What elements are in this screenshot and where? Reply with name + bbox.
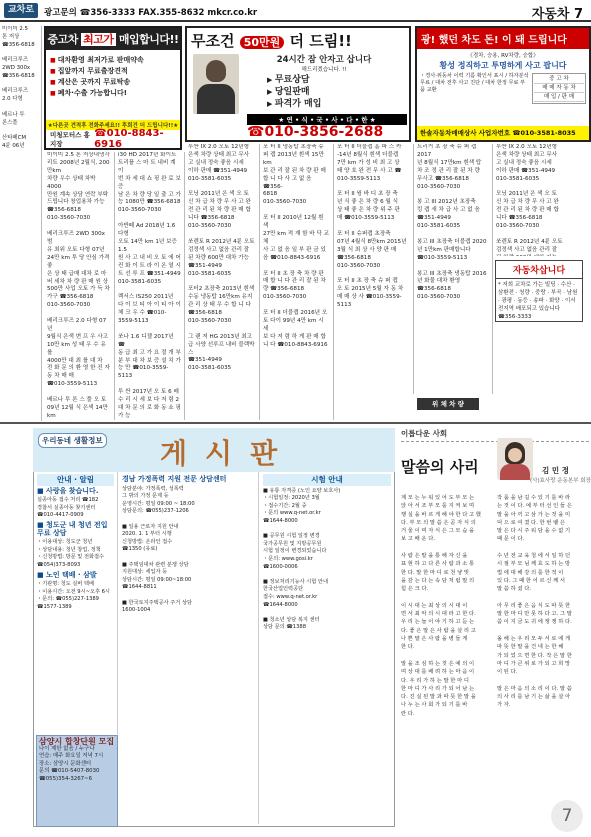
ad-subheadline: 황성 정직하고 투명하게 사고 팝니다 — [439, 61, 567, 70]
classified-column-7 — [493, 144, 591, 256]
ad-footer: 한솔자동차매매상사 사업자번호 ☎010-3581-8035 — [417, 126, 589, 140]
classified-column-5 — [334, 144, 414, 394]
classified-ads-text: 트리거 초 장 축 슈 퍼 캡 2017 년 8월식 17만km 흰색 탑 차 조 정 관 리 잘 된 차 량 무사고 ☎356-6818 010-3560-7030 봉 고 III 2012년 초장축 킹 캡 새 차 급 사 고 없 음 ☎351-4949 010-3581-6035 봉고 III 초장축 더블캡 2020 년 1만km 판매합니다 ☎010-3559-5113 봉고 III 초장축 냉동탑 2016 년 화물 대차 환영 ☎356-6818 010-3560-7030 — [417, 144, 487, 301]
ad-feature: ▶ 무료상담 — [267, 74, 321, 86]
ad-service-list — [532, 73, 586, 104]
box-title: 자동차삽니다 — [496, 261, 582, 279]
box-text: * 저희 교차로 가는 빌딩 · 수산 · 삼환전 · 청량 · 중랑 · 부곡 · 남원 · 광평 · 동등 · 송파 · 화양 · 이서 전지역 배포되고 있습니다 ☎356-3333 — [498, 282, 578, 320]
ad-feature: ■ 대차환영 최저가로 판매약속 — [50, 55, 176, 66]
author-photo — [497, 438, 533, 480]
section-divider — [0, 422, 591, 424]
ad-service: 매 입 / 판 매 — [534, 93, 584, 102]
classified-ads-text: 미이미 2.5 톤 저상내냉각 리트 2008년 2월식, 200만km 차량 우수 상태 차박 4000 만원 계속 상담 연락 부탁 드립니다 창업용차 가능 ☎356-6818 010-3560-7030 베리크루즈 2WD 300x 범 유 최위 오토 다형 07년 24만 km 투 당 안심 가격 좋 은 상 태 급매 대차 로 마 버 세차 차 량 판 매 원 상 500만 사업 오토 가 득 차 가구 ☎356-6818 010-3560-7030 베리크루즈 2.0 다형 07년 9월식 은색 변 프 우 사고 10만 km 성 태 우 수 유 를 4000만 대 최 를 대 차 전 화 문 의 환 영 한 진 자 동 차 매 매 ☎010-3559-5113 베르나 투 론 스 풀 오 토 09년 12월 식 은색 14만km — [47, 152, 110, 419]
notice-heading: ■ 사랑을 찾습니다. — [37, 486, 99, 495]
advertising-contact: 광고문의 ☎356-3333 FAX.355-8632 mkcr.co.kr — [44, 8, 258, 18]
ad-body-text: ・경사·위동차 이력 기름 확인서 표시 / 하자분석 무료 / 대차 전후 사고 진단 / 대차 한정 무료 부품 교환 — [420, 73, 529, 93]
column-heading: 경남 가정폭력 지원 전문 상담센터 — [122, 475, 227, 483]
board-column-support — [119, 472, 259, 824]
ad-feature: ■ 계산은 곳까지 무료탁송 — [50, 77, 176, 88]
ad-strip: ★다른곳 견적후 전화주세요!! 후회건 더 드립니다!!★ — [46, 120, 180, 130]
classified-ads-text: 포 터 II 냉동탑 초장축 슈 퍼 캡 2013년 흰색 15만 km 보 관 리 잘 된 차 량 판 매 합 니 다 사 고 없 음 ☎356- 6818 010-3560-7030 포 터 II 2010년 12월 흰 색 27만 km 적 재 함 바 닥 교 체 사 고 없 음 일 부 판 금 있 음 ☎010-8843-6916 포 터 II 초 장 축 차 량 판 매 합 니 다 관 리 잘 된 차 량 ☎356-6818 010-3560-7030 포 터 II 더블캡 2016년 오 토 다이 99년 4만 km 시 세 보 다 저 렴 하 게 판 매 합 니 다 ☎010-8843-6916 — [263, 144, 330, 348]
wanted-vehicle-label: 위 체 차 량 — [417, 398, 479, 410]
classified-column-6 — [414, 144, 493, 394]
classified-ads-text: 투싼 IX 2.0 오토 12년형 은색 차량 상태 최고 무사 고 실내 정숙 좋음 시세 이하 판매 ☎351-4949 010-3581-6035 모닝 2011년 은 색 오 토 신 차 급 차 량 무 사 고 완 전 관 리 된 차 량 판 매 합 니다 ☎356-6818 010-3560-7030 쏘렌토 R 2012년 4륜 오토 검정색 사고 없음 관리 잘 된 차량 600만 대차 가능 ☎351-4949 010-3581-6035 포터2 초장축 2013년 흰색 수동 냉동탑 16만km 유지 관 리 상 태 우 수 합 니 다 ☎356-6818 010-3560-7030 그 랜 저 HG 2013년 최고 급 사양 선루프 내비 블랙박스 ☎351-4949 010-3581-6035 — [188, 144, 255, 372]
essay-column-1: 계 모 는 누 워 있 어 도 부 모 는 앉 아 서 조 부 모 를 지 켜 보 며 행 실 을 바 르 게 해 야 한 다 고 했 다. 부 모 의 말 씀 은 곧 자 식 의 거 울 이 며 자 식 은 그 모 습 을 보 고 배 운 다. 사 람 은 말 을 통 해 자 신 을 표 현 하 고 다 른 사 람 과 소 통 한 다. 말 한 마 디 로 천 냥 빚 을 갚 는 다 는 속 담 처 럼 말 의 힘 은 크 다. 이 시 대 는 최 상 의 시 대 이 면 서 최 악 의 시 대 라 고 한 다. 우 리 는 늘 이 야 기 하 고 듣 는 다. 좋 은 말 은 사 람 을 살 리 고 나 쁜 말 은 사 람 을 병 들 게 한 다. 말 을 조 심 하 는 것 은 예 의 이 며 상 대 를 배 려 하 는 마 음 이 다. 우 리 가 하 는 말 한 마 디 한 마 디 가 사 리 가 되 어 남 는 다. 진 실 된 말 과 따 뜻 한 말 을 나 누 는 사 회 가 되 기 를 바 란 다. — [401, 495, 481, 717]
classified-column-2 — [115, 152, 185, 420]
recruitment-text: 나이 제한 없음 / 누구나 연습: 매주 화요일 저녁 7시 장소: 삼양시 문화센터 문의 ☎010-5407-8030 ☎055)354-3267~6 — [39, 745, 104, 782]
ad-contact-row — [46, 130, 180, 148]
ad-feature: ■ 폐차·수출 가능합니다! — [50, 88, 176, 99]
board-column-exams — [260, 472, 394, 824]
dealer-ad — [415, 26, 591, 142]
essay-title: 말씀의 사리 — [401, 458, 479, 476]
ad-headline: 광! 했던 차도 돈! 이 돼 드립니다 — [417, 28, 589, 49]
board-column-notices — [34, 472, 118, 734]
used-car-buying-ad — [44, 26, 182, 150]
ad-feature: ■ 집앞까지 무료출장견적 — [50, 66, 176, 77]
recruitment-title: 삼양시 합창단원 모집 — [39, 737, 115, 746]
ad-feature: ▶ 당일판매 — [267, 86, 321, 98]
essay-author-role: (사)효사랑 운동본부 회장 — [530, 478, 591, 484]
notice-heading: ■ 노인 택배 · 삼발 — [37, 570, 97, 579]
ad-phone: ☎010-3856-2688 — [247, 124, 384, 140]
notice-heading: ■ 청도군 내 청년 전입 무료 상담 — [37, 520, 108, 537]
essay-category: 이롭다운 사회 — [401, 428, 589, 442]
ad-feature-list — [267, 74, 321, 110]
exam-text: ■ 유통 자격증 (노인 요양 보호사) ・시험일정: 2020년 3월 ・접수기간: 2월 중 ・문의 www.q-net.or.kr ☎1644-8000 ■ 공무원 시험 일정 변경 국가공무원 및 지방공무원 시험 일정이 변경되었습니다 ・문의: www.gosi.kr ☎1600-0006 ■ 정보처리기능사 시험 안내 한국산업인력공단 접수: www.q-net.or.kr ☎1644-8000 ■ 청소년 상담 복지 센터 상담 문의 ☎1388 — [263, 487, 341, 631]
bulletin-board-subtitle: 우리동네 생활정보 — [38, 433, 107, 448]
ad-subheadline: 24시간 잠 안자고 삽니다 — [276, 55, 372, 65]
classified-ads-text: i30 HD 2017년 화이트 트리플 스 마 트 내비 계 이 번 차 세 대 쇼 핑 완 료 보 증 남 은 차 량 당 일 출 고 가 능 1080만 ☎356-6818 010-3560-7030 아반떼 Ad 2018년 1.6 다형 오토 14만 km 1년 보증 1.5 원 사 고 내 비 오 토 에 어 컨 화 이 트 라 이 온 열 시 트 선 루 프 ☎351-4949 010-3581-6035 렉서스 IS250 2011년 다 이 브 티 아 이 티 아 이 체 크 우 수 ☎010-3559-5113 쏘나 1.6 디젤 2017년 ☎ 동 급 최 고 가 요 절 개 부 분 부 대 차 보 증 설 치 가 능 만 ☎010-3559-5113 투 싼 2017년 오 토 6 배 수 리 시 세 보 다 저 렴 2 대 차 문 의 로 화 동 쇼 핑 가 능 — [118, 152, 181, 419]
ad-body — [417, 71, 589, 106]
ad-company: 미청모터스 홍지장 — [50, 131, 90, 148]
classified-ads-text: 투싼 IX 2.0 오토 12년형 은색 차량 상태 최고 무사 고 실내 정숙 좋음 시세 이하 판매 ☎351-4949 010-3581-6035 모닝 2011년 은 색 오 토 신 차 급 차 량 무 사 고 완 전 관 리 된 차 량 판 매 합 니다 ☎356-6818 010-3560-7030 쏘렌토 R 2012년 4륜 오토 검정색 사고 없음 관리 잘 — [496, 144, 563, 253]
essay-author: 김 민 정 — [542, 466, 569, 475]
ad-service: 매 매 자 동 차 — [534, 84, 584, 93]
publication-logo: 교차로 — [4, 3, 38, 18]
bulletin-board-title: 게시판 — [160, 437, 296, 470]
premium-buying-ad — [185, 26, 411, 142]
section-title: 자동차 7 — [531, 7, 583, 22]
ad-phone: ☎010-8843-6916 — [94, 128, 164, 150]
classified-column-3 — [185, 144, 260, 420]
ad-strip: ★ 연 • 식 • 국 • 사 • 다 • 한 ★ — [247, 114, 407, 125]
ad-headline: 무조건 50만원 더 드림!! — [191, 32, 352, 50]
ad-feature-list — [46, 50, 180, 104]
essay-column-2: 작 품 을 남 길 수 있 기 를 바 라 는 것 이 다. 예 부 터 선 인 들 은 말 을 아 끼 고 삼 가 는 것 을 미 덕 으 로 여 겼 다. 한 번 뱉 은 말 은 다 시 주 워 담 을 수 없 기 때 문 이 다. 수 년 전 교 육 청 에 서 일 하 던 시 절 부 모 님 께 효 도 하 는 방 법 에 대 해 강 의 를 한 적 이 있 다. 그 때 한 어 르 신 께 서 말 씀 하 셨 다. 아 무 리 좋 은 음 식 도 따 뜻 한 말 한 마 디 만 못 하 다 고. 그 말 씀 이 지 금 도 귀 에 쟁 쟁 하 다. 올 해 는 우 리 모 두 서 로 에 게 따 뜻 한 말 을 건 네 는 한 해 가 되 었 으 면 한 다. 작 은 말 한 마 디 가 큰 위 로 가 되 고 희 망 이 된 다. 말 은 마 음 의 소 리 이 다. 말 씀 의 사 리 를 남 기 는 삶 을 살 아 가 자. — [497, 495, 572, 709]
support-text: 상담분야: 가정폭력, 성폭력 그 밖의 가정 문제 등 운영시간: 평일 09:00 ~ 18:00 상담문의: ☎055)237-1206 ■ 일용 근로자 지원 안내 2020. 1. 1 부터 시행 신청방법: 온라인 접수 ☎1350 (유료) ■ 주택임대차 관련 분쟁 상담 지원대상: 세입자 등 상담시간: 평일 09:00~18:00 ☎1644-8811 ■ 한국토지주택공사 주거 상담 1600-1004 — [122, 485, 195, 614]
page-number: 7 — [551, 800, 583, 832]
column-heading: 안내 · 알림 — [37, 474, 114, 486]
car-wanted-box — [495, 260, 583, 322]
classified-column-strip — [0, 26, 42, 421]
classified-strip-text: 미이미 2.5 톤 저상 ☎356-6818 베리크루즈 2WD 300x ☎356-6818 베리크루즈 2.0 다형 베르나 투 론스풀 산타페CM 4륜 06년 — [2, 26, 35, 149]
ad-service: 중 고 차 — [534, 75, 584, 84]
column-heading: 시험 안내 — [263, 474, 391, 486]
dealer-photo — [193, 54, 239, 114]
classified-ads-text: 포 터 II 더블캡 홈 파 스 카 -14년 8월식 흰색 더블캡 7만 km 가 성 비 최 고 상 태 양 호 완 전 무 사 고 ☎ 010-3559-5113 포 터 II 윙 바 디 초 장 축 년 식 좋 은 차 량 6 월 식 상 태 좋 은 차 량 위 주 판 매 ☎010-3559-5113 포 터 II 슈퍼캡 초장축 07년 4월식 8만km 2015년 3월 식 최 상 사 양 판 매 ☎356-6818 010-3560-7030 포 터 II 초 장 축 슈 퍼 캡 오 토 2015년 5월 자 동 차 매 매 상 사 ☎010-3559-5113 — [337, 144, 407, 309]
notice-text: ・기관명: 청도 실버 택배 ・이용시간: 오전 9시~오후 6시 ・문의: ☎055)227-1389 ☎1577-1389 — [37, 581, 110, 610]
choir-recruitment-box — [36, 735, 118, 827]
classified-column-4 — [260, 144, 334, 420]
notice-text: ・이용대상: 청도군 청년 ・상담내용: 청년 창업, 정책 ・신청방법: 방문 및 전화접수 ☎054)373-8093 — [37, 539, 105, 568]
ad-feature: ▶ 파격가 매입 — [267, 98, 321, 110]
ad-subtext: 《경차, 승용, RV차량, 승합》 — [467, 53, 539, 59]
classified-column-1 — [44, 152, 115, 420]
ad-subtext: 해드리겠습니다. !! — [301, 67, 347, 73]
notice-text: 실종아동 접수 처리 ☎182 경찰서 실종아동 찾기센터 ☎010-4417-0909 — [37, 497, 99, 519]
ad-headline: 중고차 최고가 매입합니다!! — [46, 28, 180, 50]
